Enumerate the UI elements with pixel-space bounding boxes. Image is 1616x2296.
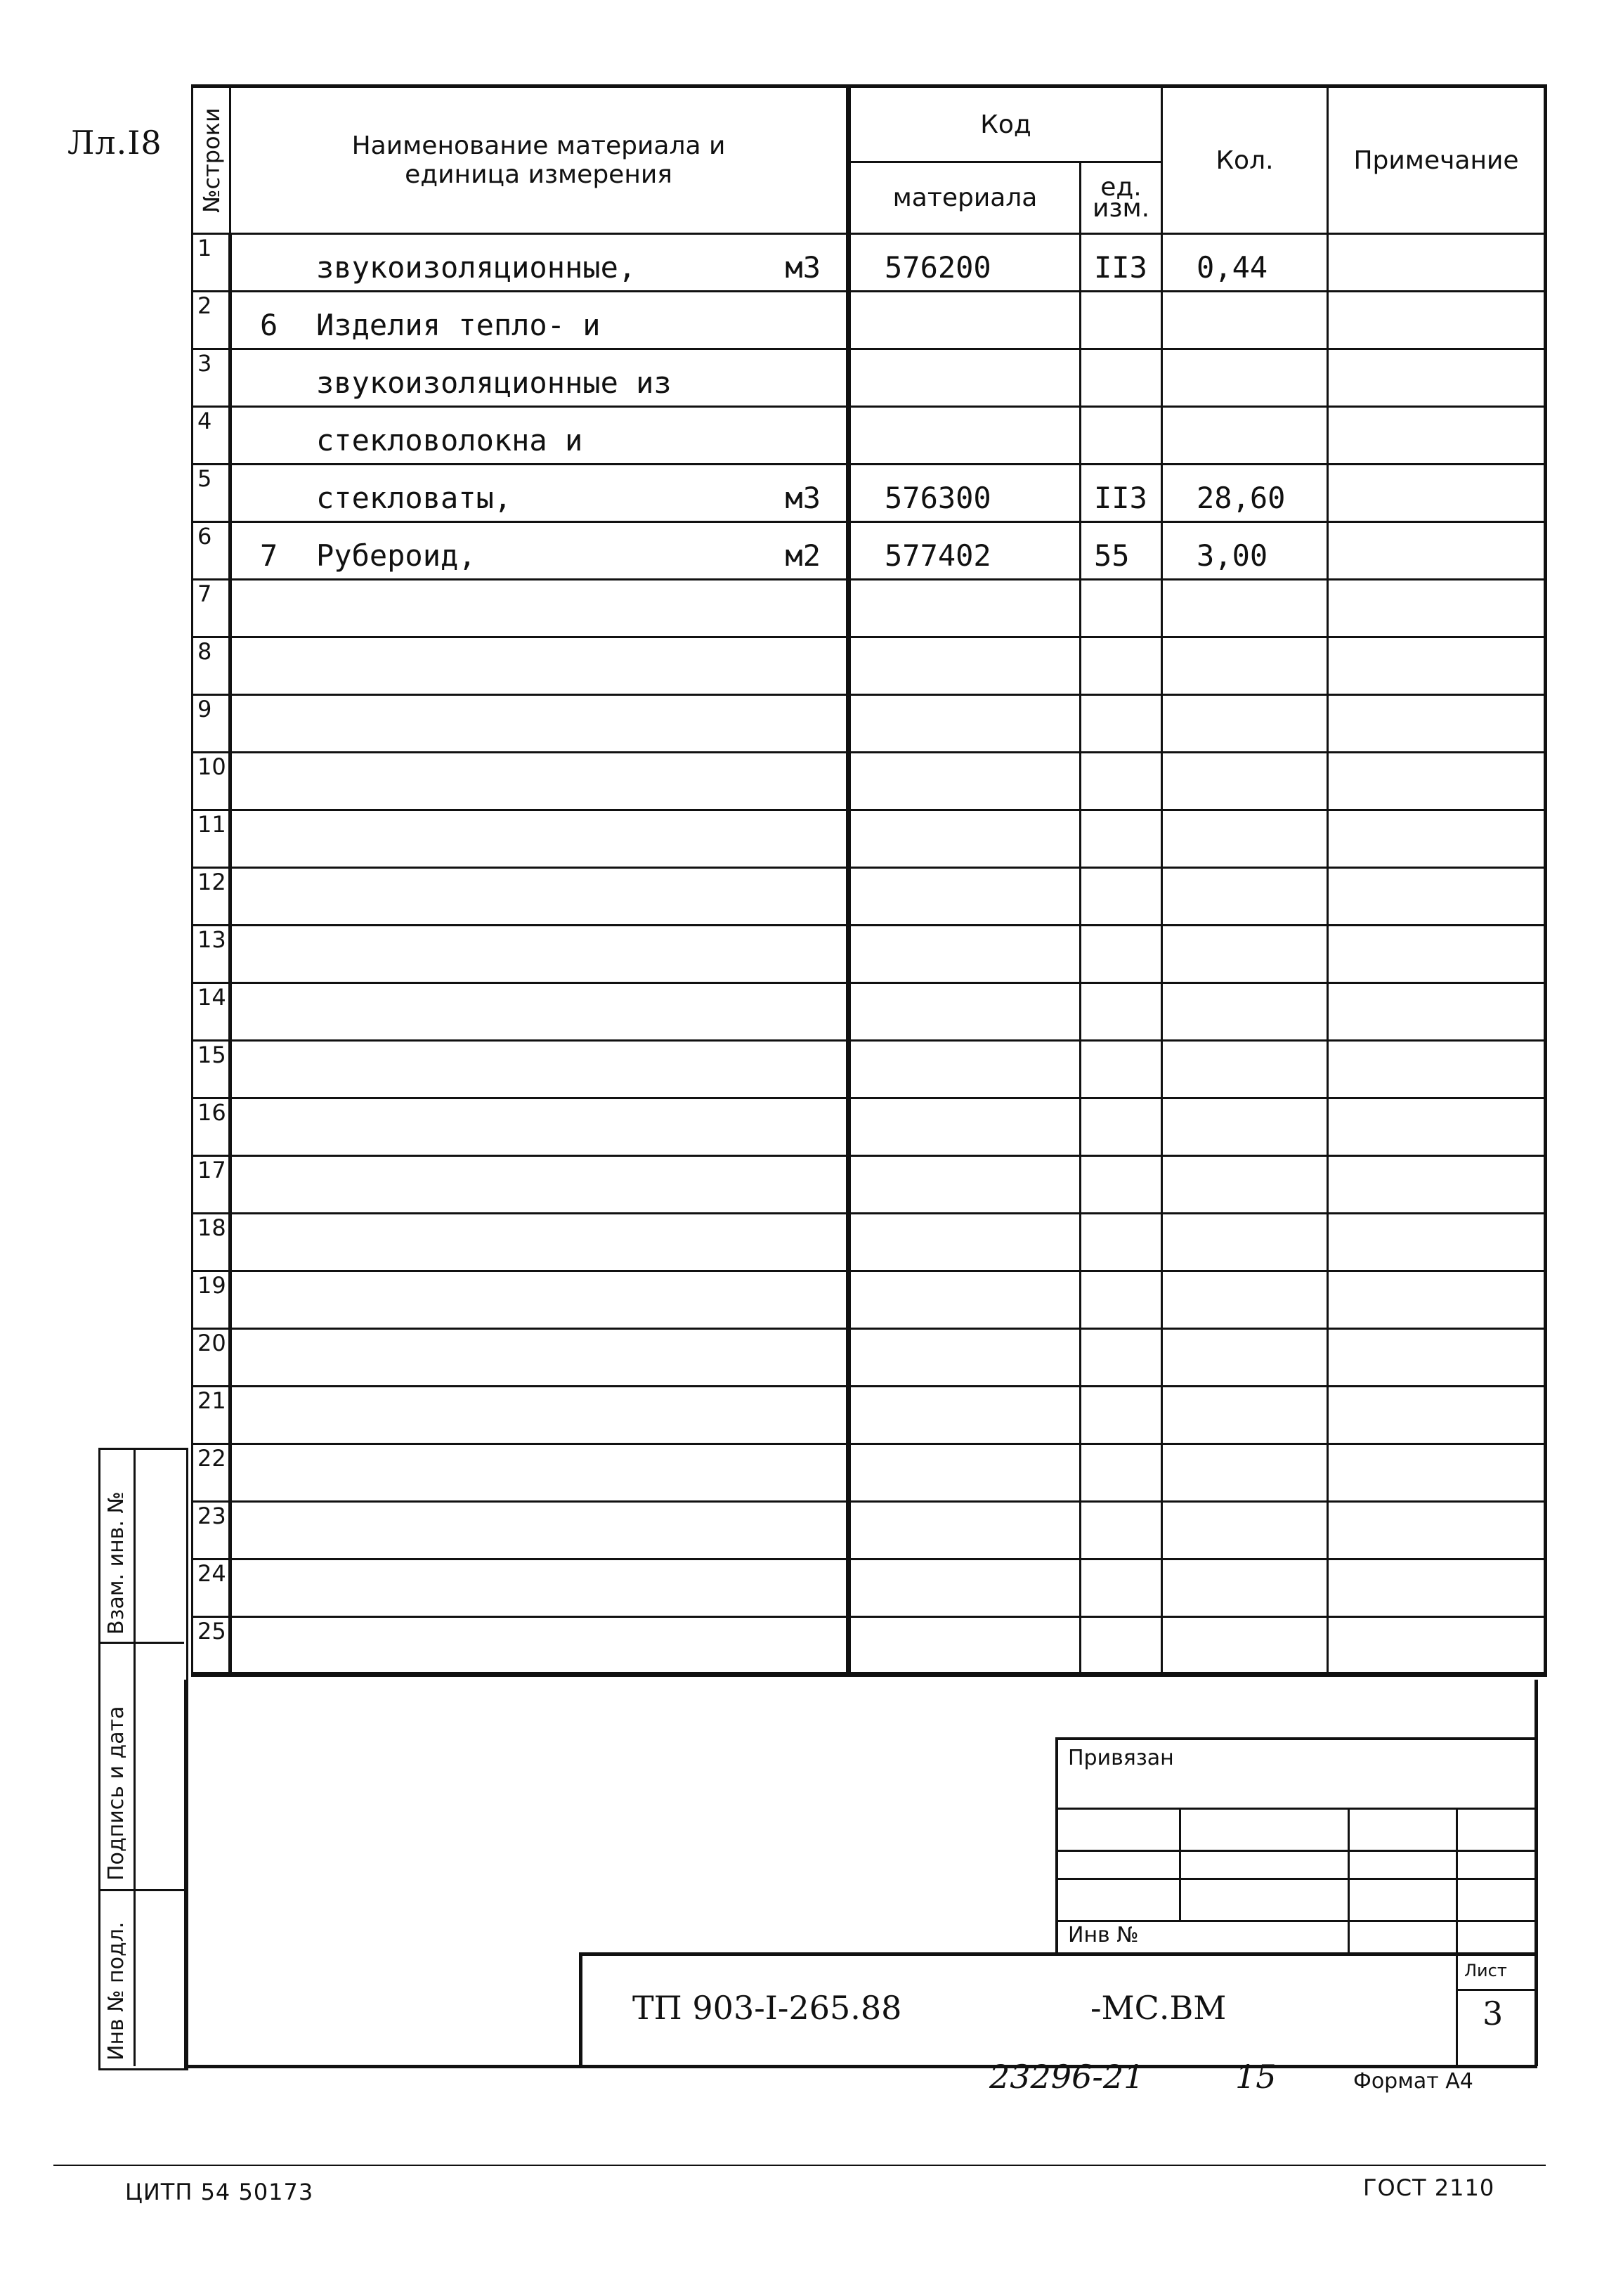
table-row (193, 522, 1546, 580)
unit-code (1081, 1156, 1162, 1214)
quantity (1162, 753, 1328, 810)
table-row (193, 1271, 1546, 1329)
material-name-cell (230, 1387, 849, 1444)
table-row (193, 580, 1546, 637)
material-code (849, 810, 1081, 868)
quantity: 3,00 (1162, 522, 1328, 580)
header-name-line1: Наименование материала и (351, 131, 726, 160)
unit-code (1081, 1387, 1162, 1444)
quantity (1162, 637, 1328, 695)
document-suffix: -МС.ВМ (1090, 1989, 1227, 2027)
unit-code: II3 (1081, 465, 1162, 522)
note (1328, 637, 1546, 695)
header-qty: Кол. (1162, 86, 1328, 234)
header-material: материала (849, 162, 1081, 234)
unit-code (1081, 695, 1162, 753)
row-number: 4 (193, 407, 230, 465)
note (1328, 1502, 1546, 1559)
material-code (849, 926, 1081, 983)
row-number: 21 (193, 1387, 230, 1444)
table-row (193, 1387, 1546, 1444)
side-label-inv: Инв № подл. (104, 1921, 129, 2061)
unit-code (1081, 407, 1162, 465)
note (1328, 522, 1546, 580)
material-code (849, 637, 1081, 695)
material-name-cell (230, 753, 849, 810)
material-code (849, 407, 1081, 465)
row-number: 1 (193, 234, 230, 292)
row-number: 12 (193, 868, 230, 926)
header-unit-line1: ед. (1100, 172, 1142, 202)
material-name: звукоизоляционные, (316, 250, 637, 285)
format-label: Формат А4 (1353, 2069, 1473, 2094)
privyazan-label: Привязан (1068, 1746, 1174, 1770)
table-row (193, 1617, 1546, 1675)
material-name-cell (230, 1041, 849, 1098)
table-row (193, 1214, 1546, 1271)
row-number: 15 (193, 1041, 230, 1098)
quantity (1162, 1559, 1328, 1617)
row-number: 5 (193, 465, 230, 522)
unit-code (1081, 637, 1162, 695)
row-number: 24 (193, 1559, 230, 1617)
material-name: звукоизоляционные из (316, 365, 672, 400)
note (1328, 407, 1546, 465)
table-row (193, 868, 1546, 926)
material-name-cell (230, 1502, 849, 1559)
material-name-cell (230, 1156, 849, 1214)
unit-code: 55 (1081, 522, 1162, 580)
material-name: Рубероид, (316, 538, 476, 573)
side-label-podpis: Подпись и дата (104, 1706, 129, 1881)
material-code: 576200 (849, 234, 1081, 292)
material-code: 576300 (849, 465, 1081, 522)
material-name-cell (230, 926, 849, 983)
quantity (1162, 1329, 1328, 1387)
quantity (1162, 1387, 1328, 1444)
table-row (193, 810, 1546, 868)
row-number: 25 (193, 1617, 230, 1675)
note (1328, 1387, 1546, 1444)
unit-code (1081, 349, 1162, 407)
inv-no-label: Инв № (1068, 1923, 1139, 1947)
note (1328, 810, 1546, 868)
note (1328, 753, 1546, 810)
material-code (849, 1559, 1081, 1617)
unit-code (1081, 1329, 1162, 1387)
material-code (849, 1444, 1081, 1502)
header-name-line2: единица измерения (405, 160, 672, 189)
row-number: 8 (193, 637, 230, 695)
table-row (193, 1329, 1546, 1387)
note (1328, 292, 1546, 349)
footer-left: ЦИТП 54 50173 (125, 2179, 314, 2205)
unit-code (1081, 292, 1162, 349)
quantity (1162, 292, 1328, 349)
material-code (849, 983, 1081, 1041)
table-row (193, 407, 1546, 465)
quantity (1162, 1156, 1328, 1214)
order-number: 23296-21 (989, 2058, 1145, 2096)
table-row (193, 349, 1546, 407)
material-name-cell (230, 465, 849, 522)
row-number: 23 (193, 1502, 230, 1559)
quantity: 0,44 (1162, 234, 1328, 292)
note (1328, 868, 1546, 926)
header-note: Примечание (1328, 86, 1546, 234)
row-number: 22 (193, 1444, 230, 1502)
material-name-cell (230, 983, 849, 1041)
material-code (849, 1271, 1081, 1329)
note (1328, 1559, 1546, 1617)
material-name-cell (230, 522, 849, 580)
table-row (193, 637, 1546, 695)
material-unit-name: м3 (785, 250, 821, 285)
material-code (849, 349, 1081, 407)
table-row (193, 983, 1546, 1041)
quantity (1162, 1214, 1328, 1271)
note (1328, 1214, 1546, 1271)
note (1328, 234, 1546, 292)
table-row (193, 292, 1546, 349)
unit-code (1081, 983, 1162, 1041)
table-row (193, 1041, 1546, 1098)
material-name-cell (230, 1444, 849, 1502)
material-code (849, 580, 1081, 637)
unit-code (1081, 926, 1162, 983)
material-name-cell (230, 695, 849, 753)
note (1328, 1098, 1546, 1156)
header-row-number: №строки (193, 86, 230, 234)
table-row (193, 1559, 1546, 1617)
unit-code (1081, 1214, 1162, 1271)
material-name-cell (230, 1098, 849, 1156)
unit-code (1081, 580, 1162, 637)
note (1328, 1271, 1546, 1329)
material-code (849, 695, 1081, 753)
unit-code (1081, 1444, 1162, 1502)
unit-code: II3 (1081, 234, 1162, 292)
material-code (849, 1041, 1081, 1098)
footer-right: ГОСТ 2110 (1363, 2174, 1495, 2201)
material-name-cell (230, 637, 849, 695)
sheet-count: 15 (1235, 2058, 1277, 2096)
row-number: 3 (193, 349, 230, 407)
quantity (1162, 1444, 1328, 1502)
header-unit (1081, 162, 1162, 234)
material-code (849, 1098, 1081, 1156)
note (1328, 1444, 1546, 1502)
material-name-cell (230, 234, 849, 292)
material-name-cell (230, 1271, 849, 1329)
note (1328, 926, 1546, 983)
row-number: 19 (193, 1271, 230, 1329)
quantity (1162, 407, 1328, 465)
material-code (849, 1617, 1081, 1675)
row-number: 7 (193, 580, 230, 637)
side-label-vzam: Взам. инв. № (104, 1491, 129, 1635)
quantity (1162, 983, 1328, 1041)
table-row (193, 465, 1546, 522)
unit-code (1081, 1559, 1162, 1617)
material-unit-name: м3 (785, 481, 821, 515)
material-name-cell (230, 1214, 849, 1271)
material-code: 577402 (849, 522, 1081, 580)
material-name-cell (230, 349, 849, 407)
row-number: 13 (193, 926, 230, 983)
note (1328, 1041, 1546, 1098)
quantity (1162, 1502, 1328, 1559)
quantity (1162, 810, 1328, 868)
note (1328, 580, 1546, 637)
note (1328, 1329, 1546, 1387)
material-code (849, 292, 1081, 349)
table-row (193, 753, 1546, 810)
materials-table (191, 84, 1547, 1677)
table-row (193, 234, 1546, 292)
material-code (849, 1502, 1081, 1559)
unit-code (1081, 810, 1162, 868)
quantity (1162, 868, 1328, 926)
material-name: стекловаты, (316, 481, 512, 515)
material-name: стекловолокна и (316, 423, 583, 458)
row-number: 9 (193, 695, 230, 753)
unit-code (1081, 1098, 1162, 1156)
row-number: 10 (193, 753, 230, 810)
position-number: 7 (260, 538, 278, 573)
material-name-cell (230, 292, 849, 349)
unit-code (1081, 1271, 1162, 1329)
note (1328, 1617, 1546, 1675)
position-number: 6 (260, 308, 278, 342)
material-unit-name: м2 (785, 538, 821, 573)
quantity (1162, 580, 1328, 637)
quantity (1162, 695, 1328, 753)
table-row (193, 1502, 1546, 1559)
unit-code (1081, 1041, 1162, 1098)
note (1328, 695, 1546, 753)
note (1328, 349, 1546, 407)
unit-code (1081, 1617, 1162, 1675)
note (1328, 465, 1546, 522)
table-row (193, 1098, 1546, 1156)
row-number: 18 (193, 1214, 230, 1271)
quantity: 28,60 (1162, 465, 1328, 522)
note (1328, 1156, 1546, 1214)
header-name (230, 86, 849, 234)
header-code: Код (849, 86, 1162, 162)
row-number: 17 (193, 1156, 230, 1214)
material-name-cell (230, 868, 849, 926)
material-code (849, 1214, 1081, 1271)
table-row (193, 695, 1546, 753)
row-number: 11 (193, 810, 230, 868)
material-name-cell (230, 810, 849, 868)
material-code (849, 868, 1081, 926)
table-row (193, 926, 1546, 983)
unit-code (1081, 868, 1162, 926)
material-code (849, 1329, 1081, 1387)
row-number: 2 (193, 292, 230, 349)
material-code (849, 1387, 1081, 1444)
quantity (1162, 1041, 1328, 1098)
row-number: 16 (193, 1098, 230, 1156)
document-code: ТП 903-I-265.88 (632, 1989, 902, 2027)
quantity (1162, 1098, 1328, 1156)
list-label: Лист (1464, 1961, 1507, 1980)
quantity (1162, 349, 1328, 407)
header-unit-line2: изм. (1092, 193, 1150, 223)
quantity (1162, 1271, 1328, 1329)
material-name: Изделия тепло- и (316, 308, 601, 342)
material-code (849, 753, 1081, 810)
unit-code (1081, 1502, 1162, 1559)
quantity (1162, 926, 1328, 983)
table-row (193, 1444, 1546, 1502)
material-name-cell (230, 407, 849, 465)
unit-code (1081, 753, 1162, 810)
material-name-cell (230, 1617, 849, 1675)
row-number: 6 (193, 522, 230, 580)
list-number: 3 (1483, 1995, 1504, 2032)
material-name-cell (230, 1559, 849, 1617)
row-number: 20 (193, 1329, 230, 1387)
quantity (1162, 1617, 1328, 1675)
note (1328, 983, 1546, 1041)
material-name-cell (230, 580, 849, 637)
material-name-cell (230, 1329, 849, 1387)
sheet-label: Лл.I8 (67, 124, 162, 162)
table-row (193, 1156, 1546, 1214)
material-code (849, 1156, 1081, 1214)
row-number: 14 (193, 983, 230, 1041)
